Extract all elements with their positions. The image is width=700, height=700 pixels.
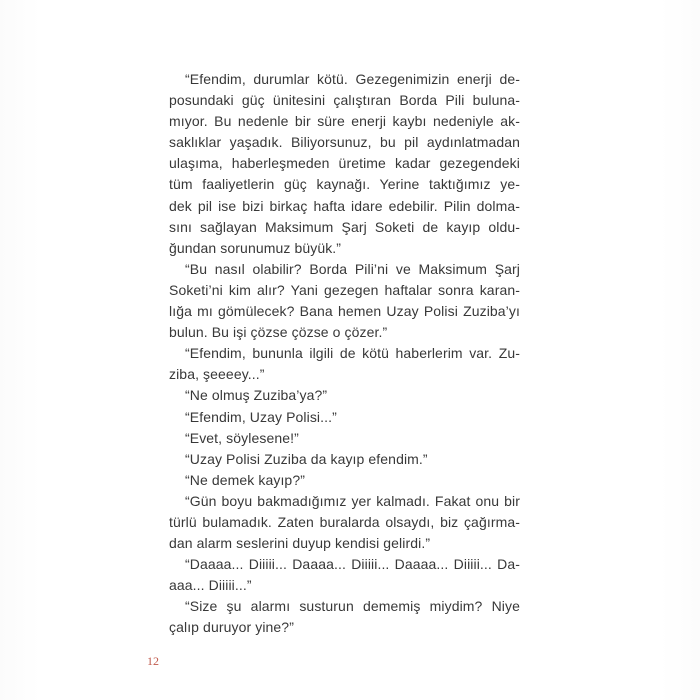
paragraph	[169, 491, 520, 554]
text-line: Soketi’ni kim alır? Yani gezegen haftalar sonra karan-	[169, 281, 520, 298]
paragraph	[169, 428, 520, 449]
text-line: “Daaaa... Diiiii... Daaaa... Diiiii... Daaaa... Diiiii... Da-	[185, 556, 520, 573]
text-line: “Size şu alarmı susturun dememiş miydim? Niye	[185, 598, 520, 615]
text-line: dan alarm seslerini duyup kendisi gelirdi.”	[169, 535, 431, 552]
paragraph	[169, 596, 520, 638]
text-line: “Uzay Polisi Zuziba da kayıp efendim.”	[185, 450, 428, 467]
text-line: ğundan sorunumuz büyük.”	[169, 239, 342, 256]
text-line: türlü bulamadık. Zaten buralarda olsaydı, biz çağırma-	[169, 513, 520, 530]
text-line: ulaşıma, haberleşmeden üretime kadar gezegendeki	[169, 155, 520, 172]
text-line: “Efendim, Uzay Polisi...”	[185, 408, 337, 425]
text-line: saklıklar yaşadık. Biliyorsunuz, bu pil aydınlatmadan	[169, 134, 520, 151]
paragraph	[169, 259, 520, 343]
paragraph	[169, 407, 520, 428]
text-line: “Evet, söylesene!”	[185, 429, 299, 446]
paragraph	[169, 470, 520, 491]
paragraph	[169, 69, 520, 259]
page-number: 12	[147, 654, 159, 668]
paragraph	[169, 554, 520, 596]
text-line: çalıp duruyor yine?”	[169, 619, 294, 636]
paragraph	[169, 385, 520, 406]
paragraph	[169, 449, 520, 470]
text-line: dek pil ise bizi birkaç hafta idare edebilir. Pilin dolma-	[169, 197, 520, 214]
text-line: ziba, şeeeey...”	[169, 366, 265, 383]
page-text	[169, 69, 520, 639]
text-line: “Bu nasıl olabilir? Borda Pili’ni ve Maksimum Şarj	[185, 260, 520, 277]
text-line: aaa... Diiiii...”	[169, 577, 252, 594]
text-line: bulun. Bu işi çözse çözse o çözer.”	[169, 324, 388, 341]
text-line: mıyor. Bu nedenle bir süre enerji kaybı nedeniyle ak-	[169, 113, 520, 130]
text-line: “Efendim, bununla ilgili de kötü haberlerim var. Zu-	[185, 345, 520, 362]
text-line: lığa mı gömülecek? Bana hemen Uzay Polisi Zuziba’yı	[169, 303, 520, 320]
paragraph	[169, 343, 520, 385]
text-line: “Ne demek kayıp?”	[185, 471, 305, 488]
text-line: “Efendim, durumlar kötü. Gezegenimizin enerji de-	[185, 71, 520, 87]
text-line: “Ne olmuş Zuziba’ya?”	[185, 387, 328, 404]
text-line: tüm faaliyetlerin güç kaynağı. Yerine taktığımız ye-	[169, 176, 520, 193]
text-line: posundaki güç ünitesini çalıştıran Borda Pili buluna-	[169, 92, 520, 109]
text-line: “Gün boyu bakmadığımız yer kalmadı. Fakat onu bir	[185, 492, 520, 509]
text-line: sını sağlayan Maksimum Şarj Soketi de kayıp oldu-	[169, 218, 520, 235]
